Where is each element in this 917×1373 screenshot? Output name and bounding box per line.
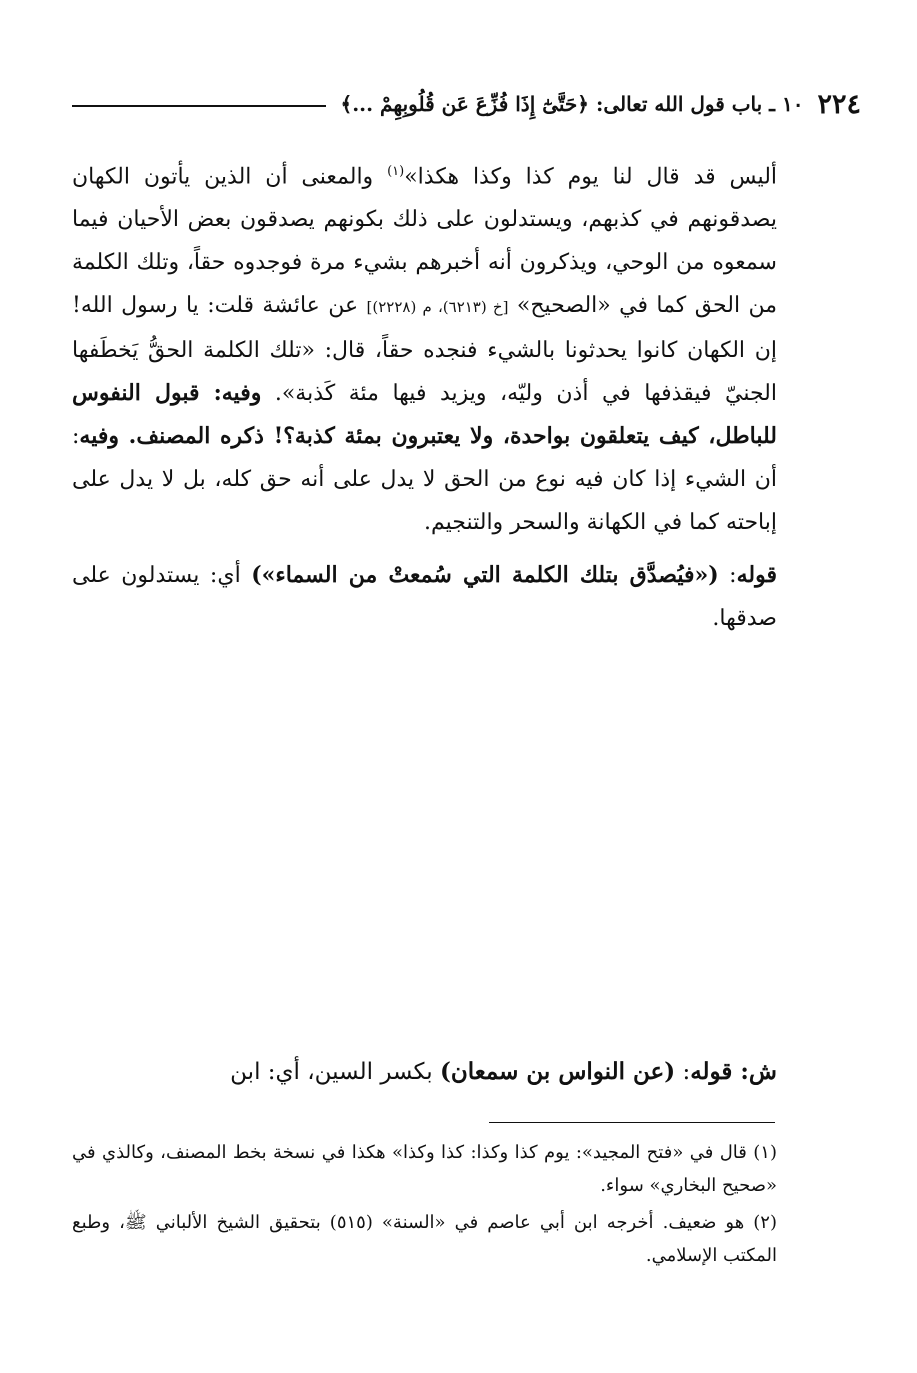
- page-number: ٢٢٤: [817, 88, 861, 120]
- footnote: (٢) هو ضعيف. أخرجه ابن أبي عاصم في «السنة» (٥١٥) بتحقيق الشيخ الألباني ﷺ، وطبع المكتب الإسلامي.: [72, 1212, 777, 1266]
- bold-run: (عن النواس بن سمعان): [439, 1058, 676, 1085]
- text-run: :: [718, 563, 737, 589]
- footnotes: [72, 1136, 777, 1276]
- hadith-reference: [خ (٦٢١٣)، م (٢٢٢٨)]: [366, 298, 509, 317]
- footnote: (١) قال في «فتح المجيد»: يوم كذا وكذا: كذا وكذا» هكذا في نسخة بخط المصنف، وكالذي في «صحيح البخاري» سواء.: [72, 1142, 777, 1196]
- header-rule: [72, 105, 326, 107]
- text-run: : أن الشيء إذا كان فيه نوع من الحق لا يدل على أنه حق كله، بل لا يدل على إباحته كما في الكهانة والسحر والتنجيم.: [72, 424, 777, 536]
- text-run: بكسر السين، أي: ابن: [230, 1059, 440, 1085]
- footnote-divider: [489, 1122, 775, 1123]
- text-run: عن عائشة قلت: يا رسول الله! إن الكهان كانوا يحدثونا بالشيء فنجده حقاً، قال: «تلك الكلمة الحقُّ يَخطَفها الجنيّ فيقذفها في أذن وليّه، ويزيد فيها مئة كَذبة».: [72, 293, 777, 407]
- bold-run: وفيه: قبول النفوس للباطل، كيف يتعلقون بواحدة، ولا يعتبرون بمئة كذبة؟! ذكره المصنف.: [72, 380, 778, 450]
- bold-run: قوله: [736, 562, 777, 589]
- paragraph: [72, 554, 777, 640]
- text-run: أليس قد قال لنا يوم كذا وكذا هكذا»: [404, 164, 778, 190]
- paragraph: [72, 150, 777, 544]
- main-text: [72, 150, 777, 640]
- bold-run: قوله: [690, 1058, 733, 1085]
- running-head: ١٠ ـ باب قول الله تعالى: ﴿حَتَّىٰٓ إِذَا فُزِّعَ عَن قُلُوبِهِمْ ...﴾: [340, 92, 804, 116]
- text-run: :: [675, 1059, 691, 1085]
- bold-run: وفيه: [79, 423, 129, 450]
- bold-run: («فيُصدَّق بتلك الكلمة التي سُمعتْ من السماء»): [251, 562, 719, 589]
- text-run: والمعنى أن الذين يأتون الكهان يصدقونهم في كذبهم، ويستدلون على ذلك بكونهم يصدقون بعض الأحيان فيما سمعوه من الوحي، ويذكرون أنه أخبرهم بشيء مرة فوجدوه حقاً، وتلك الكلمة من الحق كما في «الصحيح»: [72, 164, 777, 319]
- footnote-marker: (١): [387, 164, 405, 179]
- bold-run: ش:: [732, 1058, 777, 1085]
- page-header: [72, 84, 861, 124]
- commentary-start: [72, 1052, 777, 1092]
- text-run: أي: يستدلون على صدقها.: [72, 563, 777, 632]
